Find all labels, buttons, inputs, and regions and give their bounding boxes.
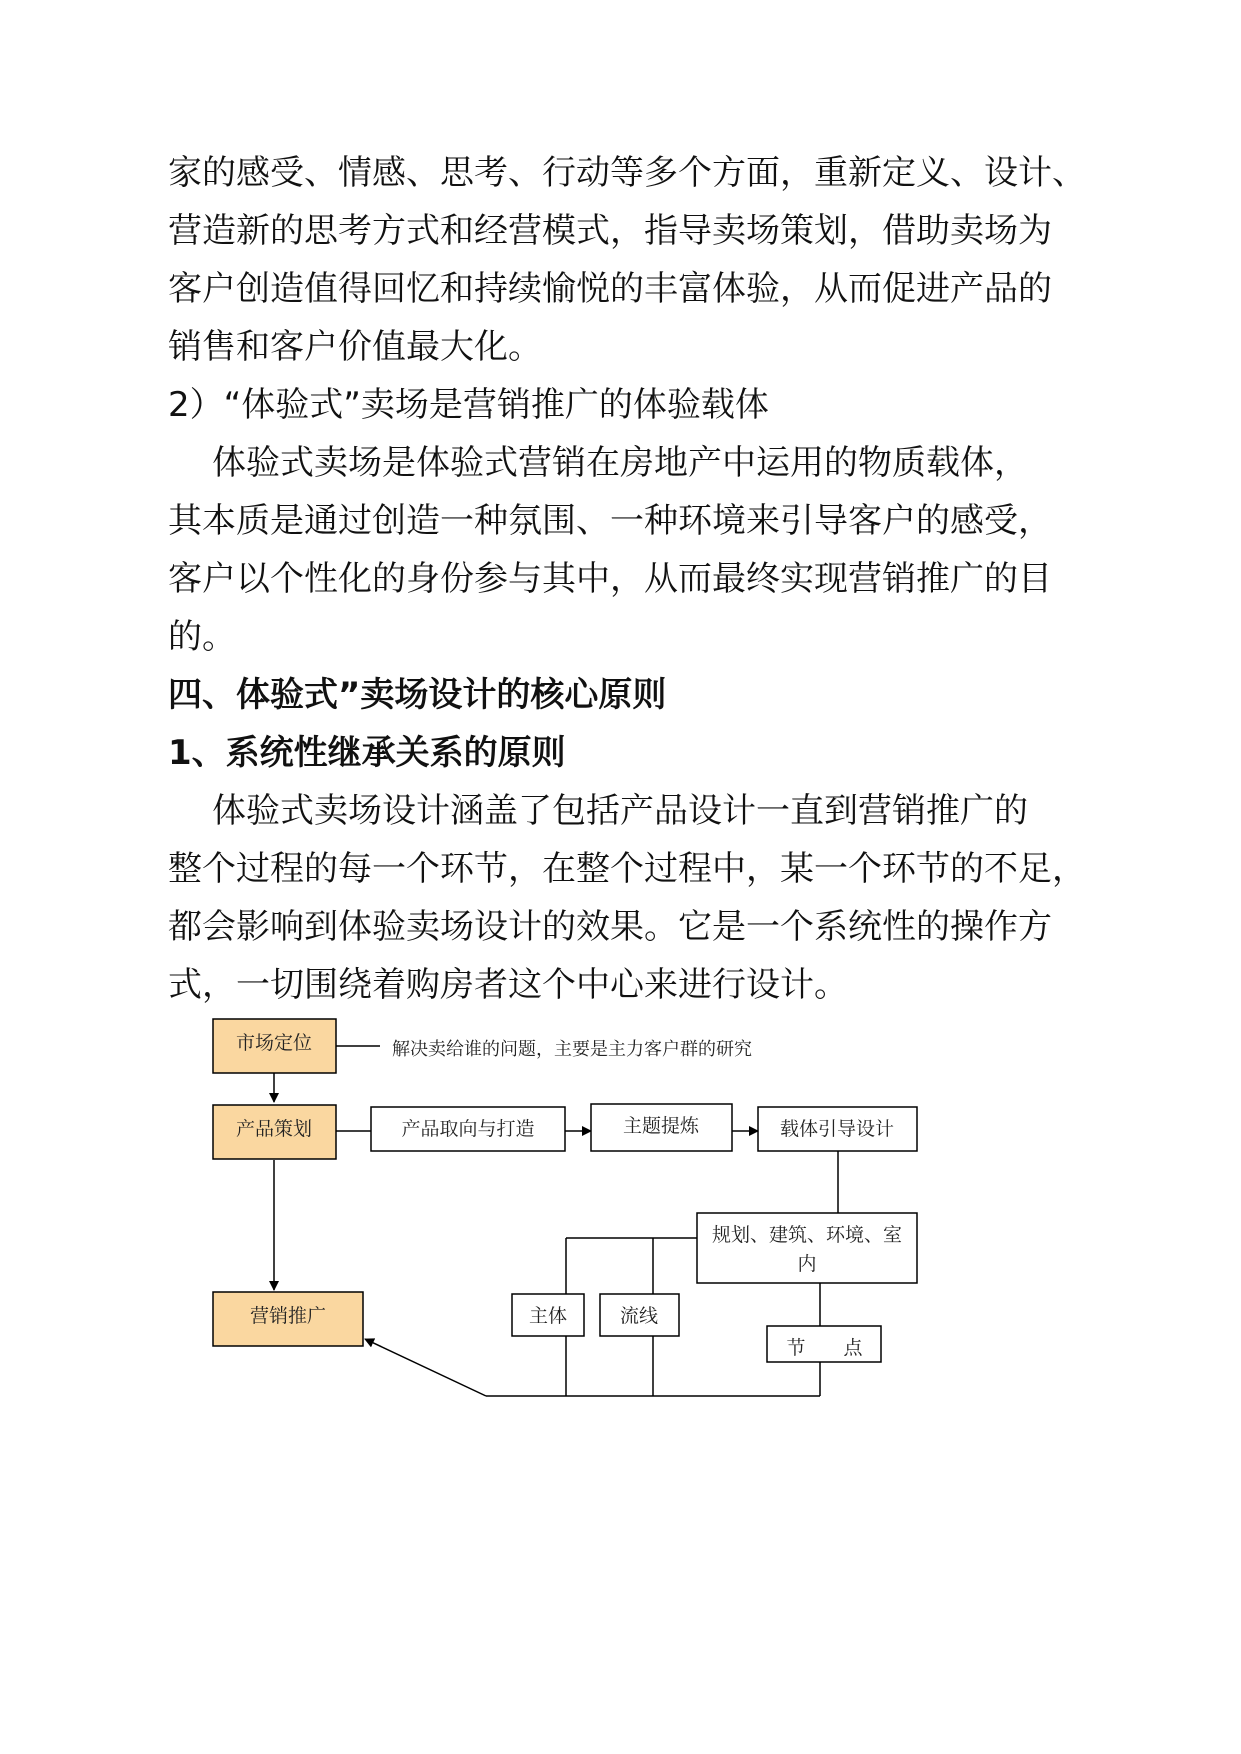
paragraph-line: 营造新的思考方式和经营模式，指导卖场策划，借助卖场为 [168,211,1052,251]
paragraph-line: 都会影响到体验卖场设计的效果。它是一个系统性的操作方 [168,907,1052,947]
paragraph-line: 客户创造值得回忆和持续愉悦的丰富体验，从而促进产品的 [168,269,1052,309]
paragraph-line: 家的感受、情感、思考、行动等多个方面，重新定义、设计、 [168,153,1086,193]
theme-refining-box [591,1104,732,1151]
paragraph-line: 整个过程的每一个环节，在整个过程中，某一个环节的不足， [168,849,1086,889]
section-heading: 四、体验式”卖场设计的核心原则 [168,675,667,715]
planning-architecture-label-2: 内 [797,1253,817,1275]
theme-refining-label: 主题提炼 [622,1115,700,1137]
carrier-guidance-label: 载体引导设计 [779,1118,895,1140]
paragraph-line: 式，一切围绕着购房者这个中心来进行设计。 [168,965,848,1005]
paragraph-line: 客户以个性化的身份参与其中，从而最终实现营销推广的目 [168,559,1052,599]
node-label-left: 节 [786,1337,806,1359]
paragraph-line: 的。 [168,617,236,657]
main-body-box [512,1294,584,1336]
product-orientation-label: 产品取向与打造 [401,1118,535,1140]
marketing-label: 营销推广 [249,1305,327,1327]
market-positioning-box [213,1019,336,1073]
main-body-label: 主体 [528,1305,568,1327]
market-positioning-label: 市场定位 [235,1032,313,1054]
node-box [767,1326,881,1362]
market-positioning-note: 解决卖给谁的问题，主要是主力客户群的研究 [392,1039,752,1060]
paragraph-line: 体验式卖场是体验式营销在房地产中运用的物质载体， [212,443,1028,483]
planning-architecture-label: 规划、建筑、环境、室 [711,1224,903,1246]
marketing-box [213,1292,363,1346]
product-planning-box [213,1105,336,1159]
node-label-right: 点 [843,1337,863,1359]
product-orientation-box [371,1107,565,1151]
planning-architecture-box [697,1213,917,1283]
carrier-guidance-box [758,1107,917,1151]
section-heading: 1、系统性继承关系的原则 [168,733,566,773]
flow-line-box [600,1294,679,1336]
paragraph-line: 体验式卖场设计涵盖了包括产品设计一直到营销推广的 [212,791,1028,831]
paragraph-line: 其本质是通过创造一种氛围、一种环境来引导客户的感受， [168,501,1052,541]
subsection-heading: 2）“体验式”卖场是营销推广的体验载体 [168,385,769,425]
paragraph-line: 销售和客户价值最大化。 [168,327,542,367]
product-planning-label: 产品策划 [235,1118,313,1140]
flow-line-label: 流线 [619,1305,659,1327]
